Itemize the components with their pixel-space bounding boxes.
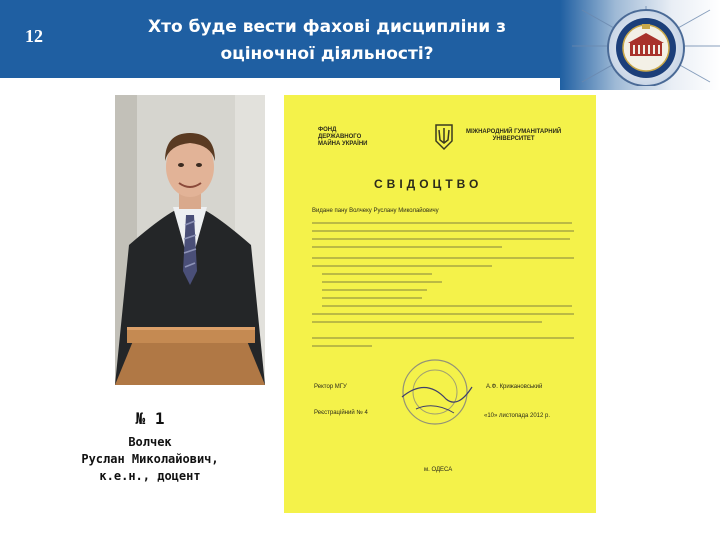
certificate-city: м. ОДЕСА (424, 467, 453, 473)
lecturer-photo (115, 95, 265, 385)
slide-header (0, 0, 720, 90)
certificate-text-line (322, 281, 442, 283)
lecturer-surname: Волчек (128, 435, 172, 449)
university-emblem-logo (572, 6, 720, 86)
certificate-text-line (312, 257, 574, 259)
lecturer-number: № 1 (135, 409, 165, 428)
certificate-rector-label: Ректор МГУ (314, 384, 347, 390)
lecturer-caption (40, 408, 260, 485)
certificate-text-line (312, 238, 570, 240)
lecturer-degree: к.е.н., доцент (99, 469, 201, 483)
certificate-text-line (312, 230, 574, 232)
certificate-text-line (312, 265, 492, 267)
certificate-text-line (312, 313, 574, 315)
slide-title-line2: оціночної діяльності? (220, 44, 434, 64)
certificate-registration-date: «10» листопада 2012 р. (484, 413, 550, 419)
certificate-issued-to: Видане пану Волчеку Руслану Миколайовичу (312, 208, 439, 214)
certificate-text-line (322, 289, 427, 291)
official-seal-stamp (396, 357, 474, 427)
certificate-registration-label: Реєстраційний № 4 (314, 410, 368, 416)
trident-emblem-icon (434, 123, 454, 151)
certificate-rector-name: А.Ф. Крижановський (486, 384, 543, 390)
certificate-fund-name: ФОНД ДЕРЖАВНОГО МАЙНА УКРАЇНИ (318, 127, 368, 147)
certificate-image (284, 95, 596, 513)
certificate-text-line (312, 321, 542, 323)
slide-title-line1: Хто буде вести фахові дисципліни з (148, 17, 506, 37)
slide-title (92, 14, 562, 68)
lecturer-name: Руслан Миколайович, (81, 452, 219, 466)
certificate-text-line (312, 337, 574, 339)
certificate-text-line (312, 222, 572, 224)
certificate-text-line (312, 345, 372, 347)
certificate-heading: СВІДОЦТВО (374, 177, 483, 191)
certificate-text-line (312, 246, 502, 248)
certificate-text-line (322, 273, 432, 275)
certificate-text-line (322, 305, 572, 307)
certificate-text-line (322, 297, 422, 299)
slide-number: 12 (25, 26, 43, 46)
certificate-university-name: МІЖНАРОДНИЙ ГУМАНІТАРНИЙ УНІВЕРСИТЕТ (466, 129, 562, 142)
